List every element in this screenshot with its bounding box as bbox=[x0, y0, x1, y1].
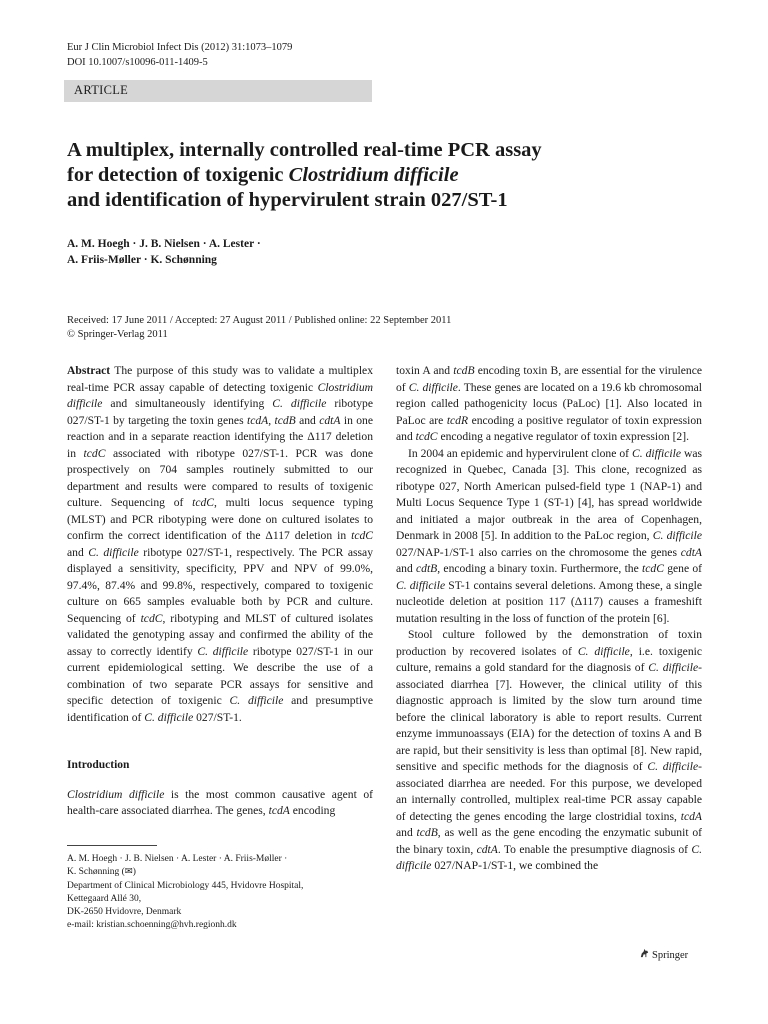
affiliation-city: DK-2650 Hvidovre, Denmark bbox=[67, 907, 182, 918]
publisher-name: Springer bbox=[652, 950, 689, 961]
title-line-1: A multiplex, internally controlled real-time PCR assay bbox=[67, 139, 542, 161]
dates-line: Received: 17 June 2011 / Accepted: 27 August 2011 / Published online: 22 September 2011 bbox=[67, 315, 452, 326]
title-species: Clostridium difficile bbox=[288, 164, 459, 186]
affiliation-authors: A. M. Hoegh · J. B. Nielsen · A. Lester · A. Friis-Møller · bbox=[67, 854, 288, 864]
affiliation-corresponding: K. Schønning (✉) bbox=[67, 867, 136, 878]
left-column bbox=[67, 363, 373, 820]
article-type-banner bbox=[64, 80, 372, 102]
copyright: © Springer-Verlag 2011 bbox=[67, 329, 168, 340]
journal-citation: Eur J Clin Microbiol Infect Dis (2012) 31:1073–1079 bbox=[67, 42, 293, 53]
introduction-paragraph: Clostridium difficile is the most common causative agent of health-care associated diarrhea. The genes, tcdA encoding bbox=[67, 787, 374, 817]
publication-dates bbox=[67, 314, 451, 342]
abstract: Abstract The purpose of this study was to validate a multiplex real-time PCR assay capable of detecting toxigenic Clostridium difficile and simultaneously identifying C. difficile ribotype 027/ST-1 by targeting the toxin genes tcdA, tcdB and cdtA in one reaction and in a separate reaction identifying the Δ117 deletion in tcdC associated with ribotype 027/ST-1. PCR was done prospectively on 704 samples routinely submitted to our department and results were compared to results of toxigenic culture. Sequencing of tcdC, multi locus sequence typing (MLST) and PCR ribotyping were done on cultured isolates to confirm the correct identification of the Δ117 deletion in tcdC and C. difficile ribotype 027/ST-1, respectively. The PCR assay displayed a sensitivity, specificity, PPV and NPV of 99.0%, 97.4%, 87.4% and 99.8%, respectively, compared to toxigenic culture on 665 samples evaluable both by PCR and culture. Sequencing of tcdC, ribotyping and MLST of cultured isolates validated the genotyping assay and confirmed the ability of the assay to correctly identify C. difficile ribotype 027/ST-1 in our current epidemiological setting. We describe the use of a combination of two separate PCR assays for sensitive and specific detection of toxigenic C. difficile and presumptive identification of C. difficile 027/ST-1. bbox=[67, 364, 374, 724]
affiliation-department: Department of Clinical Microbiology 445, Hvidovre Hospital, bbox=[67, 880, 304, 891]
affiliation-street: Kettegaard Allé 30, bbox=[67, 893, 142, 904]
article-title bbox=[67, 138, 727, 213]
affiliation-email: e-mail: kristian.schoenning@hvh.regionh.dk bbox=[67, 920, 237, 931]
title-line-2 bbox=[67, 163, 727, 188]
springer-horse-icon bbox=[639, 948, 650, 959]
introduction-heading: Introduction bbox=[67, 759, 130, 771]
title-line-3: and identification of hypervirulent strain 027/ST-1 bbox=[67, 189, 508, 211]
paragraph-epidemic: In 2004 an epidemic and hypervirulent clone of C. difficile was recognized in Quebec, Canada [3]. This clone, recognized as ribotype 027, North American pulsed-field type 1 (NAP-1) and Multi Locus Sequence Type 1 (ST-1) [4], has spread worldwide and initiated a major outbreak in the area of Copenhagen, Denmark in 2008 [5]. In addition to the PaLoc region, C. difficile 027/NAP-1/ST-1 also carries on the chromosome the genes cdtA and cdtB, encoding a binary toxin. Furthermore, the tcdC gene of C. difficile ST-1 contains several deletions. Among these, a single nucleotide deletion at position 117 (Δ117) causes a frameshift mutation resulting in the loss of function of the protein [6]. bbox=[396, 446, 703, 625]
paragraph-diagnosis: Stool culture followed by the demonstration of toxin production by recovered isolates of C. difficile, i.e. toxigenic culture, remains a gold standard for the diagnosis of C. difficile-associated diarrhea [7]. However, the clinical utility of this diagnostic approach is limited by the slow turn around time before the clinical laboratory is able to report results. Current enzyme immunoassays (EIA) for the detection of toxins A and B are rapid, but their sensitivity is less than optimal [8]. New rapid, sensitive and specific methods for the diagnosis of C. difficile-associated diarrhea are needed. For this purpose, we developed an internally controlled, multiplex real-time PCR assay capable of detecting the genes encoding the large clostridial toxins, tcdA and tcdB, as well as the gene encoding the enzymatic subunit of the binary toxin, cdtA. To enable the presumptive diagnosis of C. difficile 027/NAP-1/ST-1, we combined the bbox=[396, 628, 702, 872]
publisher-footer bbox=[639, 948, 688, 961]
doi: DOI 10.1007/s10096-011-1409-5 bbox=[67, 57, 208, 68]
journal-header bbox=[67, 40, 292, 70]
author-affiliation bbox=[67, 853, 303, 933]
authors-line-2: A. Friis-Møller · K. Schønning bbox=[67, 254, 217, 266]
authors-line-1: A. M. Hoegh · J. B. Nielsen · A. Lester · bbox=[67, 238, 261, 250]
article-type-label: ARTICLE bbox=[74, 83, 129, 97]
title-line-2-text: for detection of toxigenic bbox=[67, 164, 289, 186]
paragraph-paloc: toxin A and tcdB encoding toxin B, are essential for the virulence of C. difficile. These genes are located on a 19.6 kb chromosomal region called pathogenicity locus (PaLoc) [1]. Also located in PaLoc are tcdR encoding a positive regulator of toxin expression and tcdC encoding a negative regulator of toxin expression [2]. bbox=[396, 364, 702, 443]
abstract-label: Abstract bbox=[67, 364, 111, 377]
footnote-divider bbox=[67, 845, 157, 846]
right-column bbox=[396, 363, 702, 875]
author-list bbox=[67, 236, 261, 268]
